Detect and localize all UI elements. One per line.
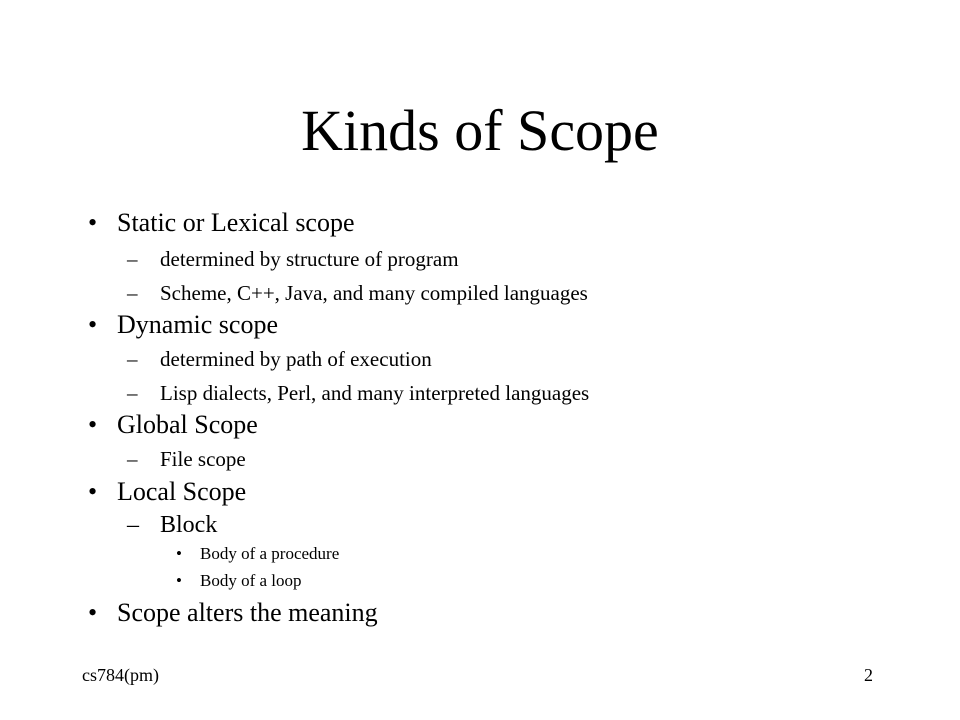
dash-marker: – — [127, 381, 138, 405]
slide-title: Kinds of Scope — [301, 98, 659, 163]
bullet-local-scope: Local Scope — [117, 477, 247, 506]
sub-sub-item-body-of-procedure: Body of a procedure — [200, 544, 340, 563]
sub-item-determined-by-path: determined by path of execution — [160, 347, 432, 371]
sub-item-compiled-languages: Scheme, C++, Java, and many compiled languages — [160, 281, 588, 305]
dash-marker: – — [127, 247, 138, 271]
bullet-static-lexical-scope: Static or Lexical scope — [117, 208, 355, 237]
bullet-marker: • — [176, 544, 182, 563]
dash-marker: – — [127, 447, 138, 471]
sub-item-block: Block — [160, 512, 218, 538]
footer-course-label: cs784(pm) — [82, 665, 159, 685]
sub-sub-item-body-of-loop: Body of a loop — [200, 571, 302, 590]
sub-item-file-scope: File scope — [160, 447, 246, 471]
bullet-marker: • — [88, 598, 98, 627]
dash-marker: – — [127, 512, 139, 538]
bullet-dynamic-scope: Dynamic scope — [117, 310, 279, 339]
footer-page-number: 2 — [864, 665, 873, 685]
dash-marker: – — [127, 281, 138, 305]
bullet-marker: • — [88, 477, 98, 506]
bullet-global-scope: Global Scope — [117, 410, 258, 439]
dash-marker: – — [127, 347, 138, 371]
bullet-marker: • — [88, 410, 98, 439]
bullet-scope-alters-meaning: Scope alters the meaning — [117, 598, 378, 627]
bullet-marker: • — [176, 571, 182, 590]
sub-item-determined-by-structure: determined by structure of program — [160, 247, 459, 271]
bullet-marker: • — [88, 208, 98, 237]
sub-item-interpreted-languages: Lisp dialects, Perl, and many interpreted languages — [160, 381, 590, 405]
bullet-marker: • — [88, 310, 98, 339]
